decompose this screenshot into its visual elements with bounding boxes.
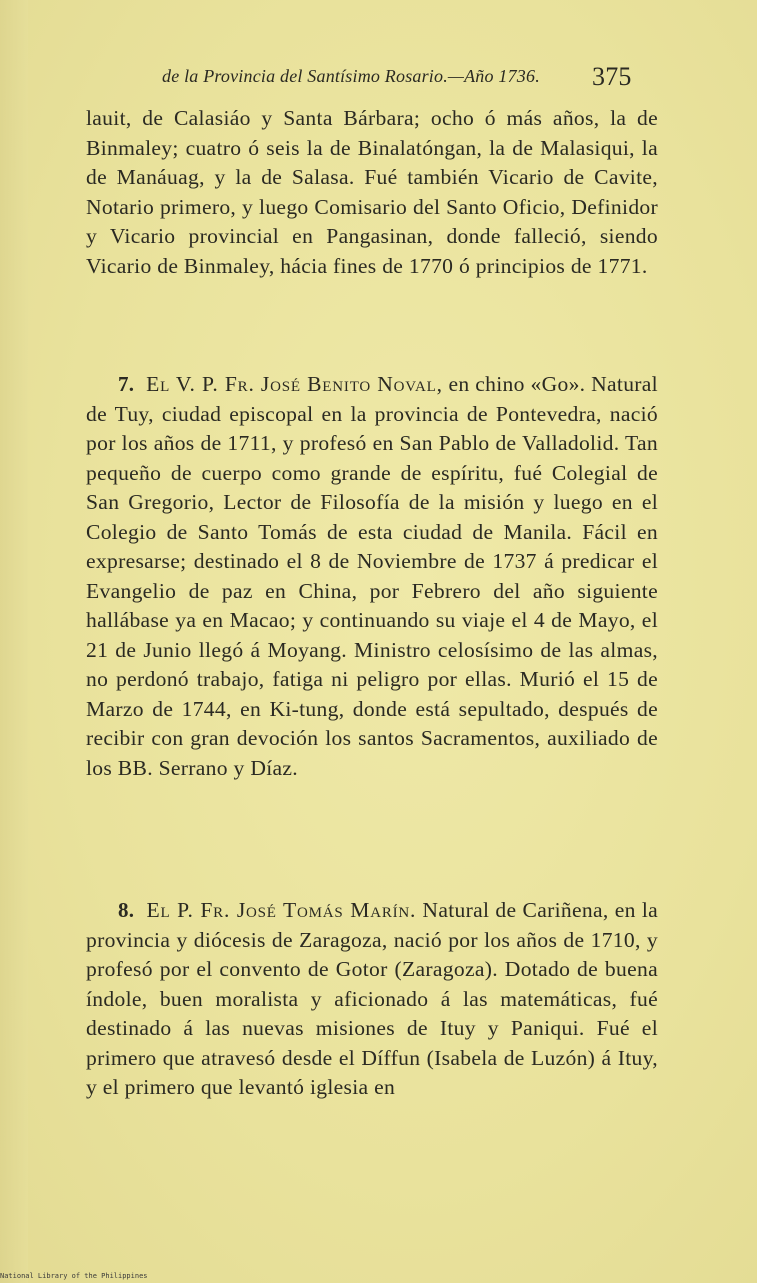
library-watermark: National Library of the Philippines xyxy=(0,1272,148,1280)
paragraph-continuation xyxy=(86,104,658,281)
entry-number: 7. xyxy=(118,372,135,396)
entry-text: en chino «Go». Natural de Tuy, ciudad episcopal en la provincia de Pontevedra, nació por los años de 1711, y profesó en San Pablo de Valladolid. Tan pequeño de cuerpo como grande de espíritu, fué Colegial de San Gregorio, Lector de Filosofía de la misión y luego en el Colegio de Santo Tomás de esta ciudad de Manila. Fácil en expresarse; destinado el 8 de Noviembre de 1737 á predicar el Evangelio de paz en China, por Febrero del año siguiente hallábase ya en Macao; y continuando su viaje el 4 de Mayo, el 21 de Junio llegó á Moyang. Ministro celosísimo de las almas, no perdonó trabajo, fatiga ni peligro por ellas. Murió el 15 de Marzo de 1744, en Ki-tung, donde está sepultado, después de recibir con gran devoción los santos Sacramentos, auxiliado de los BB. Serrano y Díaz. xyxy=(86,372,658,780)
page-number: 375 xyxy=(592,62,632,91)
entry-text: Natural de Cariñena, en la provincia y diócesis de Zaragoza, nació por los años de 1710, y profesó por el convento de Gotor (Zaragoza). Dotado de buena índole, buen moralista y aficionado á las matemáticas, fué destinado á las nuevas misiones de Ituy y Paniqui. Fué el primero que atravesó desde el Díffun (Isabela de Luzón) á Ituy, y el primero que levantó iglesia en xyxy=(86,898,659,1099)
entry-name: El V. P. Fr. José Benito Noval, xyxy=(146,372,443,396)
entry-name: El P. Fr. José Tomás Marín. xyxy=(146,898,417,922)
paragraph-entry-8 xyxy=(86,896,658,1103)
entry-number: 8. xyxy=(118,898,135,922)
running-header xyxy=(162,62,662,96)
running-title: de la Provincia del Santísimo Rosario.—Año 1736. xyxy=(162,66,540,86)
paragraph-entry-7 xyxy=(86,370,658,783)
paragraph-text: lauit, de Calasiáo y Santa Bárbara; ocho ó más años, la de Binmaley; cuatro ó seis la de Binalatóngan, la de Malasiqui, la de Manáuag, y la de Salasa. Fué también Vicario de Cavite, Notario primero, y luego Comisario del Santo Oficio, Definidor y Vicario provincial en Pangasinan, donde falleció, siendo Vicario de Binmaley, hácia fines de 1770 ó principios de 1771. xyxy=(86,106,658,278)
page-edge-shadow xyxy=(0,0,28,1283)
